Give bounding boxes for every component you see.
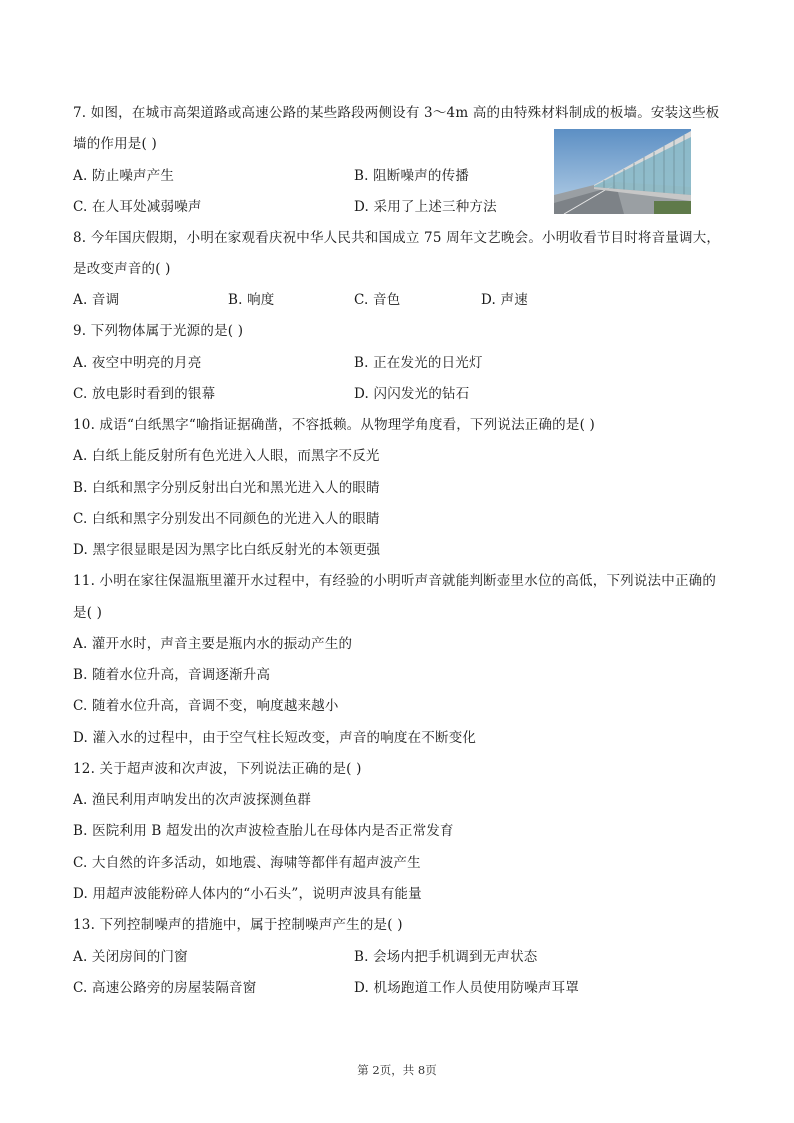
q8-stem-line1: 8. 今年国庆假期，小明在家观看庆祝中华人民共和国成立 75 周年文艺晚会。小明收看节目时将音量调大， <box>73 230 721 246</box>
q7-stem-line1: 7. 如图，在城市高架道路或高速公路的某些路段两侧设有 3～4m 高的由特殊材料制成的板墙。安装这些板 <box>73 105 720 121</box>
q11-option-d: D. 灌入水的过程中，由于空气柱长短改变，声音的响度在不断变化 <box>73 730 477 746</box>
q7-option-a: A. 防止噪声产生 <box>73 168 175 184</box>
q8-option-c: C. 音色 <box>354 292 401 308</box>
q7-stem-line2: 墙的作用是( ) <box>73 136 157 152</box>
q7-option-b: B. 阻断噪声的传播 <box>354 168 470 184</box>
q9-stem: 9. 下列物体属于光源的是( ) <box>73 323 244 339</box>
q13-option-a: A. 关闭房间的门窗 <box>73 949 188 965</box>
q10-option-a: A. 白纸上能反射所有色光进入人眼，而黑字不反光 <box>73 448 380 464</box>
q12-option-d: D. 用超声波能粉碎人体内的“小石头”，说明声波具有能量 <box>73 886 422 902</box>
q13-stem: 13. 下列控制噪声的措施中，属于控制噪声产生的是( ) <box>73 917 403 933</box>
q8-option-a: A. 音调 <box>73 292 120 308</box>
q11-option-c: C. 随着水位升高，音调不变，响度越来越小 <box>73 698 339 714</box>
q13-option-c: C. 高速公路旁的房屋装隔音窗 <box>73 980 257 996</box>
q9-option-a: A. 夜空中明亮的月亮 <box>73 355 202 371</box>
noise-barrier-photo <box>554 129 691 214</box>
q7-option-d: D. 采用了上述三种方法 <box>354 199 497 215</box>
q11-stem-line1: 11. 小明在家往保温瓶里灌开水过程中，有经验的小明听声音就能判断壶里水位的高低，下列说法中正确的 <box>73 573 717 589</box>
page-number-footer: 第 2页，共 8页 <box>357 1063 437 1077</box>
q7-option-c: C. 在人耳处减弱噪声 <box>73 199 202 215</box>
q13-option-b: B. 会场内把手机调到无声状态 <box>354 949 538 965</box>
q11-option-a: A. 灌开水时，声音主要是瓶内水的振动产生的 <box>73 636 353 652</box>
q12-option-a: A. 渔民利用声呐发出的次声波探测鱼群 <box>73 792 312 808</box>
q11-option-b: B. 随着水位升高，音调逐渐升高 <box>73 667 271 683</box>
q10-option-c: C. 白纸和黑字分别发出不同颜色的光进入人的眼睛 <box>73 511 380 527</box>
q12-option-b: B. 医院利用 B 超发出的次声波检查胎儿在母体内是否正常发育 <box>73 823 454 839</box>
q10-option-d: D. 黑字很显眼是因为黑字比白纸反射光的本领更强 <box>73 542 381 558</box>
q12-option-c: C. 大自然的许多活动，如地震、海啸等都伴有超声波产生 <box>73 855 421 871</box>
q8-option-b: B. 响度 <box>228 292 275 308</box>
q9-option-d: D. 闪闪发光的钻石 <box>354 386 470 402</box>
q9-option-b: B. 正在发光的日光灯 <box>354 355 483 371</box>
q9-option-c: C. 放电影时看到的银幕 <box>73 386 216 402</box>
q10-option-b: B. 白纸和黑字分别反射出白光和黑光进入人的眼睛 <box>73 480 380 496</box>
q8-stem-line2: 是改变声音的( ) <box>73 261 171 277</box>
q8-option-d: D. 声速 <box>481 292 528 308</box>
q10-stem: 10. 成语“白纸黑字“喻指证据确凿，不容抵赖。从物理学角度看，下列说法正确的是( ) <box>73 417 595 433</box>
q13-option-d: D. 机场跑道工作人员使用防噪声耳罩 <box>354 980 580 996</box>
q11-stem-line2: 是( ) <box>73 605 103 621</box>
q12-stem: 12. 关于超声波和次声波，下列说法正确的是( ) <box>73 761 362 777</box>
